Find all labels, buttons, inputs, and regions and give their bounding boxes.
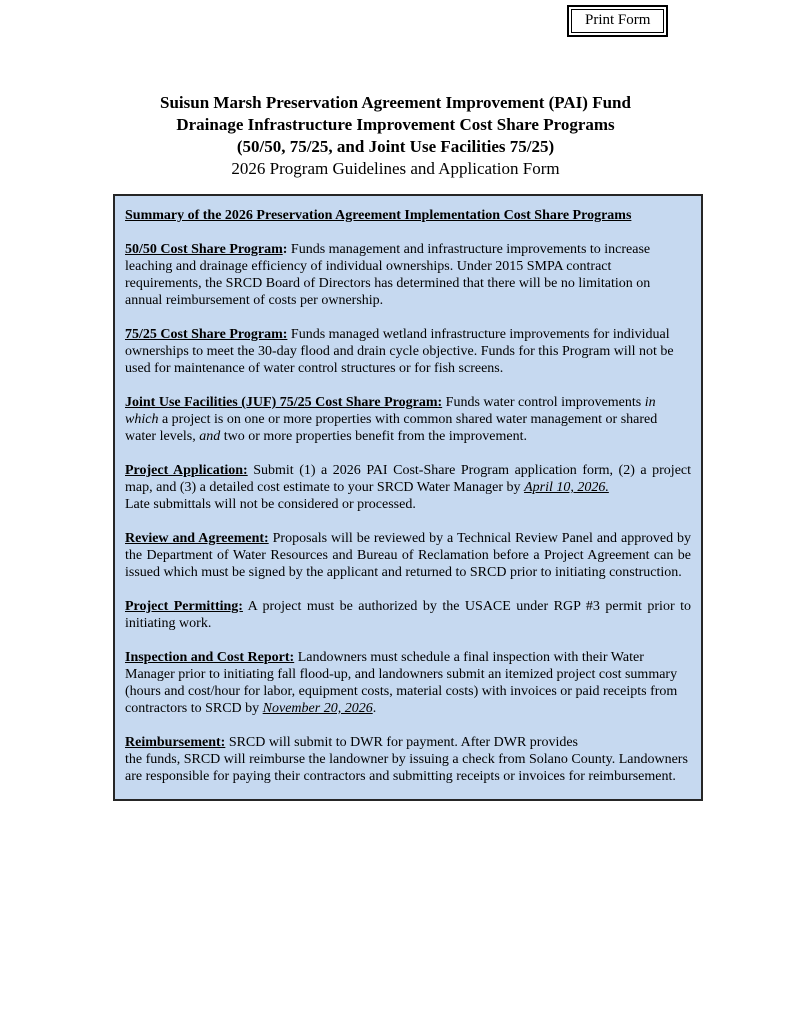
text-run: Reimbursement:	[125, 735, 226, 750]
summary-heading: Summary of the 2026 Preservation Agreement Implementation Cost Share Programs	[125, 208, 632, 223]
text-run: Submit (1) a 2026 PAI Cost-Share Program application form, (2) a project map, and (3) a detailed cost estimate to your SRCD Water Manager by	[125, 463, 692, 495]
text-run: Funds managed wetland infrastructure improvements for individual ownerships to meet the 30-day flood and drain cycle objective. Funds for this Program will not be used for maintenance of water control structures or for fish screens.	[125, 327, 674, 376]
text-run: the funds, SRCD will reimburse the landowner by issuing a check from Solano County. Landowners are responsible for paying their contractors and submitting receipts or invoices for reimbursement.	[125, 752, 688, 784]
text-run: two or more properties benefit from the improvement.	[220, 429, 527, 444]
text-run: 50/50 Cost Share Program	[125, 242, 283, 257]
paragraph-joint-use-facilities	[125, 394, 691, 445]
paragraph-50-50-cost-share	[125, 241, 691, 309]
text-run: Inspection and Cost Report:	[125, 650, 295, 665]
title-line-2: Drainage Infrastructure Improvement Cost Share Programs	[176, 115, 615, 134]
text-run: Funds management and infrastructure improvements to increase leaching and drainage efficiency of individual ownerships. Under 2015 SMPA contract requirements, the SRCD Board of Directors has determined that there will be no limitation on annual reimbursement of costs per ownership.	[125, 242, 651, 308]
paragraph-project-application	[125, 462, 691, 513]
text-run: :	[282, 242, 291, 257]
text-run: .	[372, 701, 377, 716]
title-line-3: (50/50, 75/25, and Joint Use Facilities 75/25)	[236, 137, 555, 156]
title-line-4: 2026 Program Guidelines and Application Form	[231, 159, 560, 178]
text-run: Review and Agreement:	[125, 531, 269, 546]
print-form-button[interactable]	[567, 5, 668, 37]
summary-box	[113, 194, 703, 801]
text-run: Proposals will be reviewed by a Technical Review Panel and approved by the Department of Water Resources and Bureau of Reclamation before a Project Agreement can be issued which must be signed by the applicant and returned to SRCD prior to initiating construction.	[125, 531, 692, 580]
paragraph-review-and-agreement	[125, 530, 691, 581]
document-title	[0, 92, 791, 180]
text-run: a project is on one or more properties with common shared water management or shared water levels,	[125, 412, 658, 444]
text-run: A project must be authorized by the USACE under RGP #3 permit prior to initiating work.	[125, 599, 691, 631]
text-run: in which	[125, 395, 656, 427]
print-form-label: Print Form	[571, 9, 664, 33]
paragraph-inspection-cost-report	[125, 649, 691, 717]
text-run: Funds water control improvements	[442, 395, 645, 410]
title-line-1: Suisun Marsh Preservation Agreement Improvement (PAI) Fund	[160, 93, 631, 112]
text-run: Joint Use Facilities (JUF) 75/25 Cost Share Program:	[125, 395, 443, 410]
text-run: Project Application:	[125, 463, 248, 478]
text-run: and	[199, 429, 221, 444]
text-run: November 20, 2026	[262, 701, 373, 716]
text-run: SRCD will submit to DWR for payment. After DWR provides	[225, 735, 579, 750]
paragraph-project-permitting	[125, 598, 691, 632]
paragraph-75-25-cost-share	[125, 326, 691, 377]
text-run: April 10, 2026.	[524, 480, 609, 495]
text-run: Landowners must schedule a final inspection with their Water Manager prior to initiating fall flood-up, and landowners submit an itemized project cost summary (hours and cost/hour for labor, equipment costs, material costs) with invoices or paid receipts from contractors to SRCD by	[125, 650, 678, 716]
text-run: Project Permitting:	[125, 599, 243, 614]
text-run: Late submittals will not be considered or processed.	[125, 497, 416, 512]
text-run: 75/25 Cost Share Program:	[125, 327, 288, 342]
paragraph-reimbursement	[125, 734, 691, 785]
